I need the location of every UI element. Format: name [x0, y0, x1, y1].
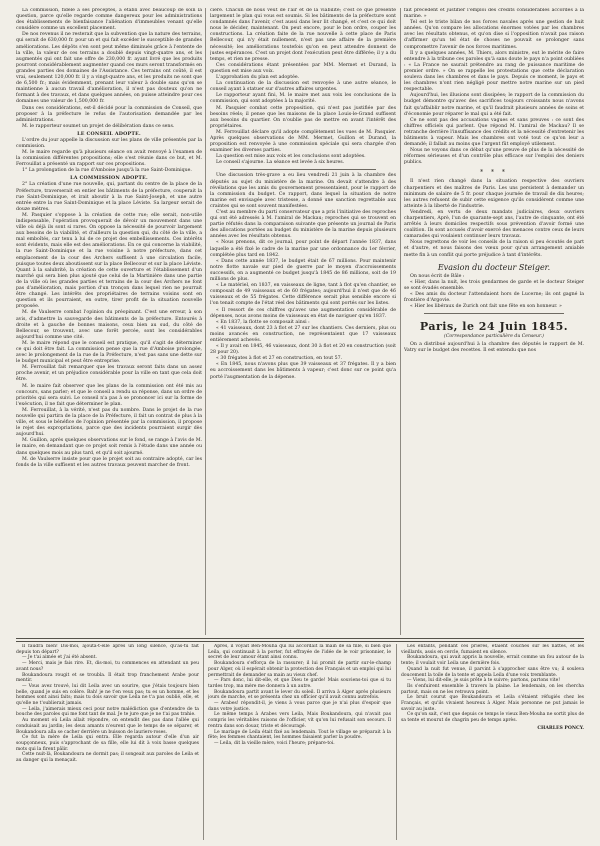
feuilleton-paragraph: Boukandoura partit avant le lever du soleil. Il arriva à Alger après plusieurs jours de marche, et se présenta chez un officier qu'il avait connu autrefois.: [208, 689, 391, 701]
feuilleton-paragraph: Boukandoura, qui avait appris la nouvelle, errait comme un fou autour de la tente; il voulait voir Leila une dernière fois.: [401, 655, 584, 667]
feuilleton-paragraph: Quand la nuit fut venue, il parvint à s'approcher sans être vu; il souleva doucement la toile de la tente et appela Leila d'une voix tremblante.: [401, 666, 584, 678]
article-paragraph: Ce ne sont pas des accusations vagues et sans preuves : ce sont des chiffres officiels qui parlent. Que répond M. l'amiral de Mackau? Il se retranche derrière l'insuffisance des crédits et la nécessité d'entretenir les bâtiments à vapeur. Mais les chambres ont voté tout ce qu'on leur a demandé; il fallait au moins que l'argent fût employé utilement.: [404, 117, 584, 148]
dateline-subtitle: (Correspondance particulière du Censeur.): [444, 334, 544, 340]
article-paragraph: La question est mise aux voix et les conclusions sont adoptées.: [216, 154, 366, 160]
article-paragraph: fait précédent et justifier l'emploi des crédits considérables accordés à la marine. »: [404, 8, 584, 20]
article-paragraph: « Dans cette année 1837, le budget était de 67 millions. Pour maintenir notre flotte navale sur pied de guerre par le moyen d'accroissements successifs, on a augmenté ce budget jusqu'à 1845 de 86 millions, soit de 19 millions de plus.: [210, 258, 396, 283]
article-paragraph: « Le matériel, en 1837, en vaisseaux de ligne, tant à flot qu'en chantier, se composait de 49 vaisseaux et de 60 frégates; aujourd'hui il n'est que de 46 vaisseaux et de 55 frégates. Cette différence serait plus sensible encore si l'on tenait compte de l'état réel des bâtiments qui sont portés sur les listes.: [210, 283, 396, 307]
article-paragraph: M. le maire fait observer que les plans de la commission ont été mis au concours, sans parler; et que le conseil a rendu sa réponse, dans un ordre de priorités qui sera suivi. Le conseil n'a pas à se prononcer ici sur la forme de l'exécution, il ne fait que déterminer le plan.: [16, 383, 202, 407]
article-paragraph: « Des amis du docteur l'attendaient hors de Lucerne; ils ont gagné la frontière d'Argovie.: [404, 291, 584, 304]
article-paragraph: M. Ferrouillat déclare qu'il adopte complètement les vues de M. Pasquier. Après quelques observations de MM. Mermet, Guillon et Durand, la proposition est renvoyée à une commission spéciale qui sera chargée d'en examiner les diverses parties.: [210, 129, 396, 154]
article-paragraph: L'approbation du plan est adoptée.: [216, 75, 300, 81]
article-paragraph: On a distribué aujourd'hui à la chambre des députés le rapport de M. Vatry sur le budget des recettes. Il est entendu que nos: [404, 342, 584, 354]
article-paragraph: « 30 frégates à flot et 27 en construction, en tout 57.: [216, 356, 343, 362]
article-paragraph: « 41 vaisseaux, dont 23 à flot et 27 sur les chantiers. Ces derniers, plus ou moins avancés en construction, ne représentaient que 17 vaisseaux entièrement achevés.: [210, 325, 396, 343]
feuilleton-paragraph: Au moment où Leila allait répondre, on entendit des pas dans l'allée qui conduisait au jardin; les deux amants n'eurent que le temps de se séparer, et Boukandoura alla se cacher derrière un buisson de lauriers-roses.: [16, 718, 199, 735]
dateline: Paris, le 24 Juin 1845.: [419, 320, 569, 334]
article-paragraph: « Nous prenons, dit ce journal, pour point de départ l'année 1837, dans laquelle a été fixé le cadre de la marine par une ordonnance du 1er février, complétée plus tard en 1842.: [210, 240, 396, 258]
feuilleton-paragraph: — Viens, lui dit-elle, je suis prête à te suivre; partons, partons vite!: [407, 678, 561, 684]
feuilleton-paragraph: Boukandoura s'efforça de la rassurer; il lui promit de partir sur-le-champ pour Alger, où il espérait obtenir la protection des Français et un emploi qui lui permettrait de demander sa main au vieux chef.: [208, 661, 391, 678]
column-2: [210, 8, 396, 635]
feuilleton-rule: [16, 641, 584, 642]
article-paragraph: « Hier, dans la nuit, les trois gendarmes de garde et le docteur Steiger se sont évadés ensemble.: [404, 279, 584, 291]
article-paragraph: « Il ressort de ces chiffres qu'avec une augmentation considérable de dépenses, nous avons moins de vaisseaux en état de naviguer qu'en 1837.: [210, 307, 396, 319]
article-paragraph: M. le maire regarde qu'à plusieurs séance on avait renvoyé à l'examen de la commission différentes propositions; elle s'est réunie dans ce but, et M. Ferrouillat a présenté un rapport sur ces propositions.: [16, 150, 202, 168]
feuilleton-paragraph: — Pars donc, lui dit-elle, et que Dieu te garde! Mais souviens-toi que si tu tardes trop, ma mère me donnera à un autre.: [208, 678, 391, 689]
article-paragraph: La continuation de la discussion est renvoyée à une autre séance, le conseil ayant à statuer sur d'autres affaires urgentes.: [210, 81, 396, 93]
column-divider: [400, 8, 401, 635]
section-heading: LA COMMISSION ADOPTE.: [70, 175, 148, 182]
feuilleton-paragraph: Boukandoura rougit et se troubla. Il était trop franchement Arabe pour mentir.: [16, 672, 199, 684]
feuilleton-paragraph: — Vous avez trouvé, lui dit Leila avec un sourire, que j'étais toujours bien belle, quand je suis en colère. Bah! je ne t'en veux pas; tu es un homme, et les hommes sont ainsi faits; mais tu dois savoir que Leila ne t'a pas oublié, elle, et qu'elle ne t'oublierait jamais.: [16, 683, 199, 707]
article-paragraph: C'est au membre du parti conservateur que a pris l'initiative des reproches qui ont été adressés à M. l'amiral de Mackau; reproches qui se trouvent en partie réfutés dans la comparaison suivante que présente un journal de Paris des allocations portées au budget du ministère de la marine depuis plusieurs années avec les résultats obtenus.: [210, 210, 396, 240]
article-paragraph: Il y a quelques années, M. Thiers, alors ministre, eut le mérite de faire entendre à la tribune ces paroles qu'à sans doute le pays n'a point oubliées : « La France ne saurait prétendre au rang de puissance maritime de premier ordre. » On se rappelle les protestations que cette déclaration souleva dans les chambres et dans le pays. Depuis ce moment, le pays et les chambres n'ont rien négligé pour mettre notre marine sur un pied respectable.: [404, 50, 584, 93]
article-paragraph: Aujourd'hui, les illusions sont dissipées; le rapport de la commission du budget démontre qu'avec des sacrifices toujours croissants nous n'avons fait qu'affaiblir notre marine, et qu'il faudrait plusieurs années de soins et d'économie pour réparer le mal qui a été fait.: [404, 93, 584, 117]
article-paragraph: « Hier les libéraux de Zurich ont fait une fête en son honneur. »: [410, 304, 562, 310]
feuilleton-paragraph: Après, il voyait Ben-Mouha qui lui accordait la main de sa fille, si bien que Leila, qui continuait à la porter, fut effrayée de l'idée de le voir prisonnier, le secret de leur amour étant ainsi connu.: [208, 644, 391, 661]
article-paragraph: Tel est le triste bilan de nos forces navales après une gestion de huit années. Qu'on compare les allocations énormes votées par les chambres avec les résultats obtenus, et qu'on dise si l'opposition n'avait pas raison d'affirmer qu'un tel état de choses ne pouvait se prolonger sans compromettre l'avenir de nos forces maritimes.: [404, 20, 584, 50]
article-paragraph: On nous écrit de Bâle :: [410, 273, 465, 279]
article-paragraph: Nous ne voyons dans ce débat qu'une preuve de plus de la nécessité de réformes sérieuses et d'un contrôle plus efficace sur l'emploi des deniers publics.: [404, 148, 584, 166]
article-paragraph: La commission, fidèle à ses préceptes, a établi avec beaucoup de soin la question, parce qu'elle regarde comme dangereux pour les administrations des établissements de bienfaisance l'aliénation d'immeubles venant qu'elle considère comme un excellent placement.: [16, 8, 202, 32]
article-paragraph: M. le rapporteur soumet un projet de délibération dans ce sens.: [22, 123, 175, 129]
feuilleton-paragraph: — Je t'ai aimée et j'ai été absent.: [22, 655, 97, 661]
column-3: [404, 8, 584, 635]
section-rule: [230, 169, 376, 170]
section-title: Evasion du docteur Steiger.: [437, 262, 551, 272]
feuilleton-paragraph: Ce fut la mère de Leila qui entra. Elle regarda autour d'elle d'un air soupçonneux, puis s'approchant de sa fille, elle lui dit à voix basse quelques mots qui la firent pâlir.: [16, 735, 199, 752]
article-paragraph: 1° La prolongation de la rue d'Amboise jusqu'à la rue Saint-Dominique.: [22, 168, 192, 174]
article-paragraph: « Il y avait en 1845, 46 vaisseaux, dont 30 à flot et 20 en construction (soit 28 pour 20).: [210, 344, 396, 356]
article-paragraph: Nous regrettons de voir les conseils de la raison si peu écoutés de part et d'autre, et nous faisons des vœux pour qu'un arrangement amiable mette fin à un conflit qui porte préjudice à tant d'intérêts.: [404, 240, 584, 258]
feuilleton-paragraph: — Leila, j'aimerais mieux ceci pour notre malédiction que d'entendre de ta bouche des paroles qui me font tant de mal. Je te jure que je ne t'ai pas trahie.: [16, 706, 199, 718]
article-paragraph: M. Pasquier s'oppose à la création de cette rue; elle serait, non-utile indispensable, l'opération provoquerait de dévoir un mouvement dans une ville où déjà ils sont si rares. On oppose la nécessité de pourvoir largement aux besoins de la viabilité, et d'ailleurs la question qui, du côté de la ville, a mal emboîtés, car tenu à lui de ce projet des embellissements. Ces intérêts sont évidents, mais elle est des améliorations. En ce qui concerne la viabilité, la rue Saint-Dominique et la rue voisine à notre préfecture, dans cet emplacement de la cour des Archers suffisent à une circulation facile, puisque toutes deux aboutissent sur la place Bellecour et sur la place Léviste. Quant à la salubrité, la création de cette ouverture et l'établissement d'un marché qui sera bien plus ajouté que celui de la Martinière dans une partie de la ville où les grandes parties et terrains de la cour des Archers ne font pas d'amélioration, mais portion d'un tronçon dans lequel rien ne pourrait être changé. Les intérêts des propriétaires de terrains voisins sont en question et ils pourraient, en outre, tirer profit de la situation nouvelle proposée.: [16, 212, 202, 310]
feuilleton-paragraph: — Arabes! répondit-il, je viens à vous parce que je n'ai plus d'espoir que dans votre justice.: [208, 701, 391, 712]
feuilleton-paragraph: — Merci, mais je fais rire. Et, dis-moi, tu commences en attendant un peu avant nous?: [16, 661, 199, 672]
article-paragraph: Le conseil s'ajourne. La séance est levée à six heures.: [216, 160, 345, 166]
article-paragraph: L'ordre du jour appelle la discussion sur les plans de ville présentés par la commission.: [16, 137, 202, 149]
feuilleton-paragraph: — Leila, dit la vieille mère, voici l'heure; prépare-toi.: [214, 740, 335, 746]
article-paragraph: Une discussion très-grave a eu lieu vendredi 21 juin à la chambre des députés au sujet du ministère de la marine. On devait s'attendre à des révélations que les amis du gouvernement pressentaient, pour le rapport de la commission du budget. Ce rapport, dans lequel la situation de notre marine est envisagée avec tristesse, a donné une sanction regrettable aux craintes qui se sont souvent manifestées.: [210, 173, 396, 209]
column-divider: [205, 8, 206, 635]
article-paragraph: 2° La création d'une rue nouvelle, qui, partant du centre de la place de la Préfecture, traverserait en entier les bâtiments de la préfecture, couperait la rue Saint-Dominique, et irait aboutir à la rue Saint-Joseph, et une autre entrée entre la rue Saint-Dominique et la place Léviste. Sa largeur serait de douze mètres.: [16, 182, 202, 212]
feuilleton-paragraph: Le bruit courut que Boukandoura et Leila s'étaient réfugiés chez les Français, et qu'ils vivaient heureux à Alger. Mais personne ne put jamais le savoir au juste.: [401, 695, 584, 712]
feuilleton-column-3: [401, 644, 584, 840]
article-paragraph: Le rapporteur ayant fini, M. le maire met aux voix les conclusions de la commission, qui sont adoptées à la majorité.: [210, 93, 396, 105]
feuilleton-paragraph: Cette nuit-là, Boukandoura ne dormit pas; il songeait aux paroles de Leila et au danger qui la menaçait.: [16, 752, 199, 764]
article-paragraph: cière. Chacun de nous veut de l'air et de la viabilité; c'est ce que présente largement le plan qui vous est soumis. Si les bâtiments de la préfecture sont condamnés dans l'avenir, c'est aussi dans leur lit changé, et c'est ce qui doit nous le décider, maintenant. On peut encore, pour le bon ordre, couper les constructions. La création faite de la rue nouvelle à cette place de Paris Bellecour, qui n'y était nullement, n'est pas une affaire de la première nécessité; les améliorations toutefois qu'on en peut attendre donnent de justes espérances. C'est un projet dont l'exécution peut être différée; il y a du temps, et rien ne presse.: [210, 8, 396, 62]
section-separator-stars: * * *: [480, 169, 508, 177]
article-paragraph: Vendredi, en vertu de deux mandats judiciaires, deux ouvriers charpentiers, Aprè, l'un de quarante-sept ans, l'autre de cinquante, ont été arrêtés à leurs domiciles respectifs sous prévention d'avoir formé une coalition. Ils sont accusés d'avoir exercé des menaces contre ceux de leurs camarades qui voulaient continuer leurs travaux.: [404, 209, 584, 240]
feuilleton: [16, 644, 584, 840]
feuilleton-rule: [16, 638, 584, 639]
article-paragraph: M. de Vaulserre combat l'opinion du préopinant. C'est une erreur, à son avis, d'admettre la sauvegarde des bâtiments de la préfecture. Entourés à droite et à gauche de bonnes maisons, ceux bien au sud, du côté de Bellecour, se trouvent, avec une forêt percée, sont les considérables aujourd'hui comme une cité.: [16, 310, 202, 340]
feuilleton-paragraph: Le mariage de Leila était fixé au lendemain. Tout le village se préparait à la fête; les femmes chantaient, les hommes faisaient parler la poudre.: [208, 729, 391, 741]
article-paragraph: M. Pasquier combat cette proposition, qui n'est pas justifiée par des besoins réels; il pense que les maisons de la place Louis-le-Grand suffisent aux besoins du quartier. On n'oublie pas de mettre en avant l'intérêt des propriétaires.: [210, 105, 396, 129]
feuilleton-paragraph: Ce qu'on sait, c'est que depuis ce temps le vieux Ben-Mouha ne sortit plus de sa tente et mourut de chagrin peu de temps après.: [401, 712, 584, 724]
article-paragraph: « En 1845, nous n'avons plus que 39 vaisseaux et 37 frégates. Il y a bien eu accroissement dans les bâtiments à vapeur; c'est donc sur ce point qu'a porté l'augmentation de la dépense.: [210, 362, 396, 380]
column-divider: [396, 644, 397, 840]
feuilleton-column-1: [16, 644, 199, 840]
article-paragraph: M. le maire répond que le conseil est pratique, qu'il s'agit de déterminer ce qui doit être fait. La commission pense que la rue d'Amboise prolongée, avec le prolongement de la rue de la Préfecture, n'est pas sans une dette sur le budget municipal et peut être entreprise.: [16, 340, 202, 365]
author-signature: CHARLES PONCY.: [537, 725, 584, 731]
article-paragraph: Il n'est rien changé dans la situation respective des ouvriers charpentiers et des maîtres de Paris. Les uns persistent à demander un minimum de salaire de 5 fr. pour chaque journée de travail de dix heures; les autres refusent de subir cette exigence qu'ils considèrent comme une atteinte à la liberté de l'industrie.: [404, 179, 584, 209]
article-paragraph: Dans ces considérations, est-il décidé pour la commission de Conseil, que proposer à la préfecture le refus de l'autorisation demandée par les administrations.: [16, 105, 202, 123]
article-paragraph: M. Ferrouillat, à la vérité, n'est pas du nombre. Dans le projet de la rue nouvelle qui partira de la place de la Préfecture, il fait un contrat de plus à la ville, et sous le bénéfice de l'opinion présentée par la commission, il propose le rejet des expropriations, parce que des incidents pourraient surgir dès aujourd'hui.: [16, 407, 202, 438]
feuilleton-paragraph: Ils s'enfuirent ensemble à travers la plaine. Le lendemain, on les chercha partout, mais on ne les retrouva point.: [401, 683, 584, 695]
feuilleton-paragraph: Les enfants, pendant ces prières, étaient couchés sur les nattes, et les vieillards, assis en cercle, fumaient en silence.: [401, 644, 584, 655]
column-1: [16, 8, 202, 635]
article-paragraph: M. Guillon, après quelques observations sur le fond, se range à l'avis de M. le maire, en demandant que ce projet soit remis à l'étude dans une année ou dans quelques mois au plus tard, et qu'il soit ajourné.: [16, 438, 202, 456]
column-divider: [203, 644, 204, 840]
article-paragraph: Ces considérations étant présentées par MM. Mermet et Durand, la question est mise aux voix.: [210, 62, 396, 74]
article-paragraph: « En 1837, la flotte se composait ainsi :: [216, 319, 310, 325]
article-paragraph: M. Ferrouillat fait remarquer que les travaux seront faits dans un assez proche avenir, et un préjudice considérable pour la ville en tant que cela doit être.: [16, 365, 202, 383]
article-paragraph: De nos revenus il ne resterait que la subvention que la nature des terrains, qui serait de 630,000 fr. pour un et qui fait excéder le susceptible de grandes améliorations. Les dépôts s'en sont peut même diminués grâce à l'entente de la ville, la valeur de ces terrains a doublé depuis vingt-quatre ans, et les augmentés qui ont fait une offre de 230,000 fr. ayant livré que les produits pourront considérablement augmenter quand ces murs seront transformés en grandes parties des domaines de l'Assistance. Ces terrains ont coûté, il est vrai, seulement 120,000 fr. il y a vingt-quatre ans, et les produits ne sont que de 6,500 fr.; mais évidemment, prenant leur valeur à double sans qu'on se maintienne à aucun travail d'amélioration, il n'est pas douteux qu'on ne formant à des travaux, et dans quelques années, on puisse atteindre pour ces domaines une valeur de 1,500,000 fr.: [16, 32, 202, 105]
section-heading: LE CONSEIL ADOPTE.: [77, 130, 141, 137]
article-paragraph: M. de Vaulserre insiste pour que le projet soit au contraire adopté, car les fonds de la ville suffisent et les autres travaux peuvent marcher de front.: [16, 456, 202, 468]
feuilleton-column-2: [208, 644, 391, 840]
feuilleton-paragraph: Il faudra bien! Dis-moi, ajouta-t-elle après un long silence, qu'as-tu fait depuis ton départ?: [16, 644, 199, 655]
section-rule: [424, 313, 564, 314]
feuilleton-paragraph: Le même temps à Arabes vers Leila, Mais Boukandoura, qui n'avait pas compris les véritables raisons de l'officier, vit qu'on lui refusait son secours. Il rentra dans son douar, triste et découragé.: [208, 712, 391, 729]
